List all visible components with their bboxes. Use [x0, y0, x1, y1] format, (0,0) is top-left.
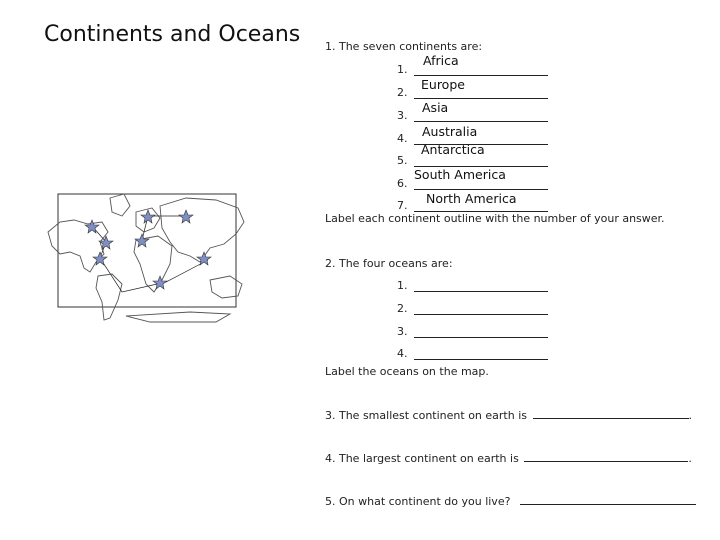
- answer-4: Australia: [422, 124, 478, 139]
- answer-2: Europe: [421, 77, 465, 92]
- continent-line-2[interactable]: [397, 85, 549, 99]
- star-marker: [85, 220, 99, 233]
- q1-instruction: Label each continent outline with the number of your answer.: [325, 212, 665, 225]
- ocean-line-2[interactable]: [397, 301, 549, 315]
- line-number: 3.: [397, 109, 408, 122]
- line-number: 6.: [397, 177, 408, 190]
- q4-question: [325, 451, 692, 465]
- ocean-line-4[interactable]: [397, 346, 549, 360]
- q5-text: 5. On what continent do you live?: [325, 495, 511, 508]
- line-number: 7.: [397, 199, 408, 212]
- q3-question: [325, 408, 692, 422]
- star-marker: [141, 210, 155, 223]
- q5-question: [325, 494, 696, 508]
- star-marker: [179, 210, 193, 223]
- continent-line-1[interactable]: [397, 62, 549, 76]
- line-number: 5.: [397, 154, 408, 167]
- q4-answer-line[interactable]: [524, 451, 688, 462]
- ocean-line-3[interactable]: [397, 324, 549, 338]
- line-number: 2.: [397, 86, 408, 99]
- q3-period: .: [688, 409, 692, 422]
- q4-period: .: [688, 452, 692, 465]
- q4-text: 4. The largest continent on earth is: [325, 452, 519, 465]
- q2-instruction: Label the oceans on the map.: [325, 365, 489, 378]
- answer-7: North America: [426, 191, 517, 206]
- line-number: 4.: [397, 132, 408, 145]
- line-number: 2.: [397, 302, 408, 315]
- line-number: 4.: [397, 347, 408, 360]
- star-marker: [153, 276, 167, 289]
- ocean-line-1[interactable]: [397, 278, 549, 292]
- answer-5: Antarctica: [421, 142, 485, 157]
- q5-answer-line[interactable]: [520, 494, 696, 505]
- answer-1: Africa: [423, 53, 459, 68]
- answer-3: Asia: [422, 100, 449, 115]
- q1-prompt: 1. The seven continents are:: [325, 40, 483, 53]
- line-number: 1.: [397, 63, 408, 76]
- star-marker: [197, 252, 211, 265]
- continent-line-3[interactable]: [397, 108, 549, 122]
- page-title: Continents and Oceans: [44, 22, 301, 47]
- q2-prompt: 2. The four oceans are:: [325, 257, 453, 270]
- q3-answer-line[interactable]: [533, 408, 689, 419]
- star-marker: [99, 236, 113, 249]
- answer-6: South America: [414, 167, 506, 182]
- line-number: 3.: [397, 325, 408, 338]
- star-marker: [135, 234, 149, 247]
- line-number: 1.: [397, 279, 408, 292]
- q3-text: 3. The smallest continent on earth is: [325, 409, 527, 422]
- world-map: [40, 172, 280, 324]
